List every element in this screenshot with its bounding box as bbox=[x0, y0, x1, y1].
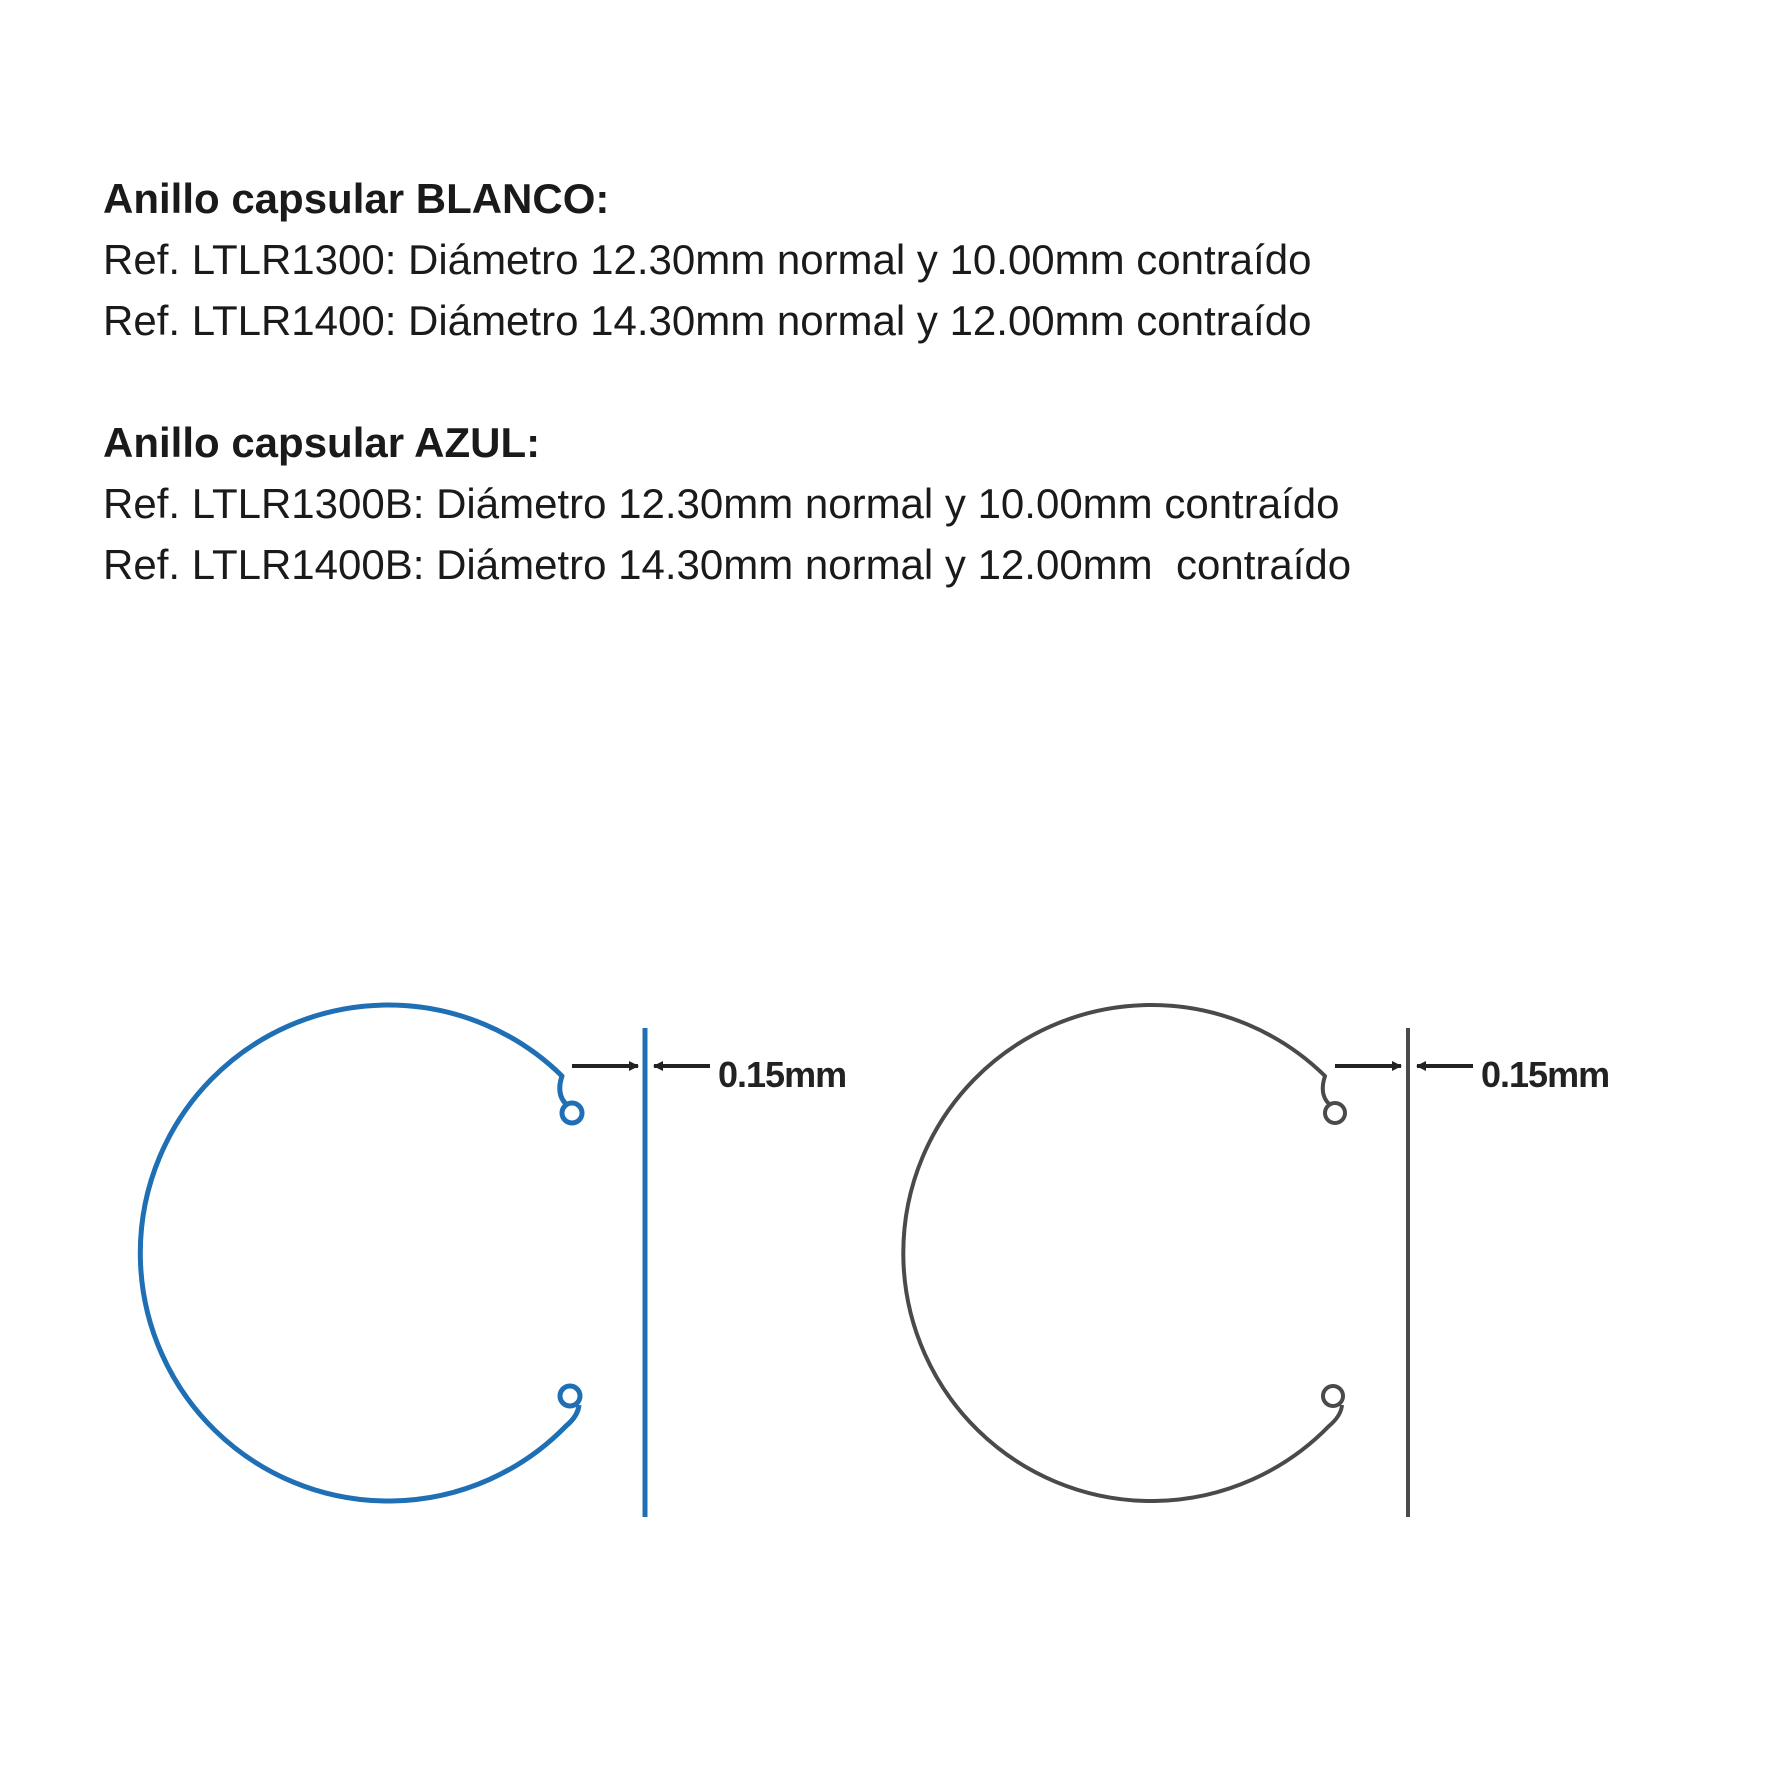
gray-ring-thickness-label: 0.15mm bbox=[1481, 1054, 1610, 1095]
blue-ring-ref-2: Ref. LTLR1400B: Diámetro 14.30mm normal y 12.00mm contraído bbox=[103, 541, 1352, 588]
gray-ring-lower-eyelet bbox=[1323, 1386, 1343, 1406]
white-ring-ref-2: Ref. LTLR1400: Diámetro 14.30mm normal y 12.00mm contraído bbox=[103, 297, 1312, 344]
blue-ring-upper-hook bbox=[560, 1076, 566, 1104]
blue-ring-thickness-label: 0.15mm bbox=[718, 1054, 847, 1095]
gray-ring-arc bbox=[903, 1005, 1329, 1501]
gray-ring-upper-hook bbox=[1323, 1076, 1329, 1104]
gray-ring-diagram bbox=[903, 1005, 1609, 1517]
white-ring-ref-1: Ref. LTLR1300: Diámetro 12.30mm normal y 10.00mm contraído bbox=[103, 236, 1312, 283]
blue-ring-ref-1: Ref. LTLR1300B: Diámetro 12.30mm normal y 10.00mm contraído bbox=[103, 480, 1340, 527]
blue-ring-upper-eyelet bbox=[562, 1103, 582, 1123]
white-ring-heading: Anillo capsular BLANCO: bbox=[103, 175, 610, 222]
blue-ring-heading: Anillo capsular AZUL: bbox=[103, 419, 541, 466]
gray-ring-lower-hook bbox=[1329, 1405, 1342, 1426]
gray-ring-upper-eyelet bbox=[1325, 1103, 1345, 1123]
blue-ring-arc bbox=[140, 1005, 566, 1501]
blue-ring-lower-eyelet bbox=[560, 1386, 580, 1406]
blue-ring-diagram bbox=[140, 1005, 846, 1517]
